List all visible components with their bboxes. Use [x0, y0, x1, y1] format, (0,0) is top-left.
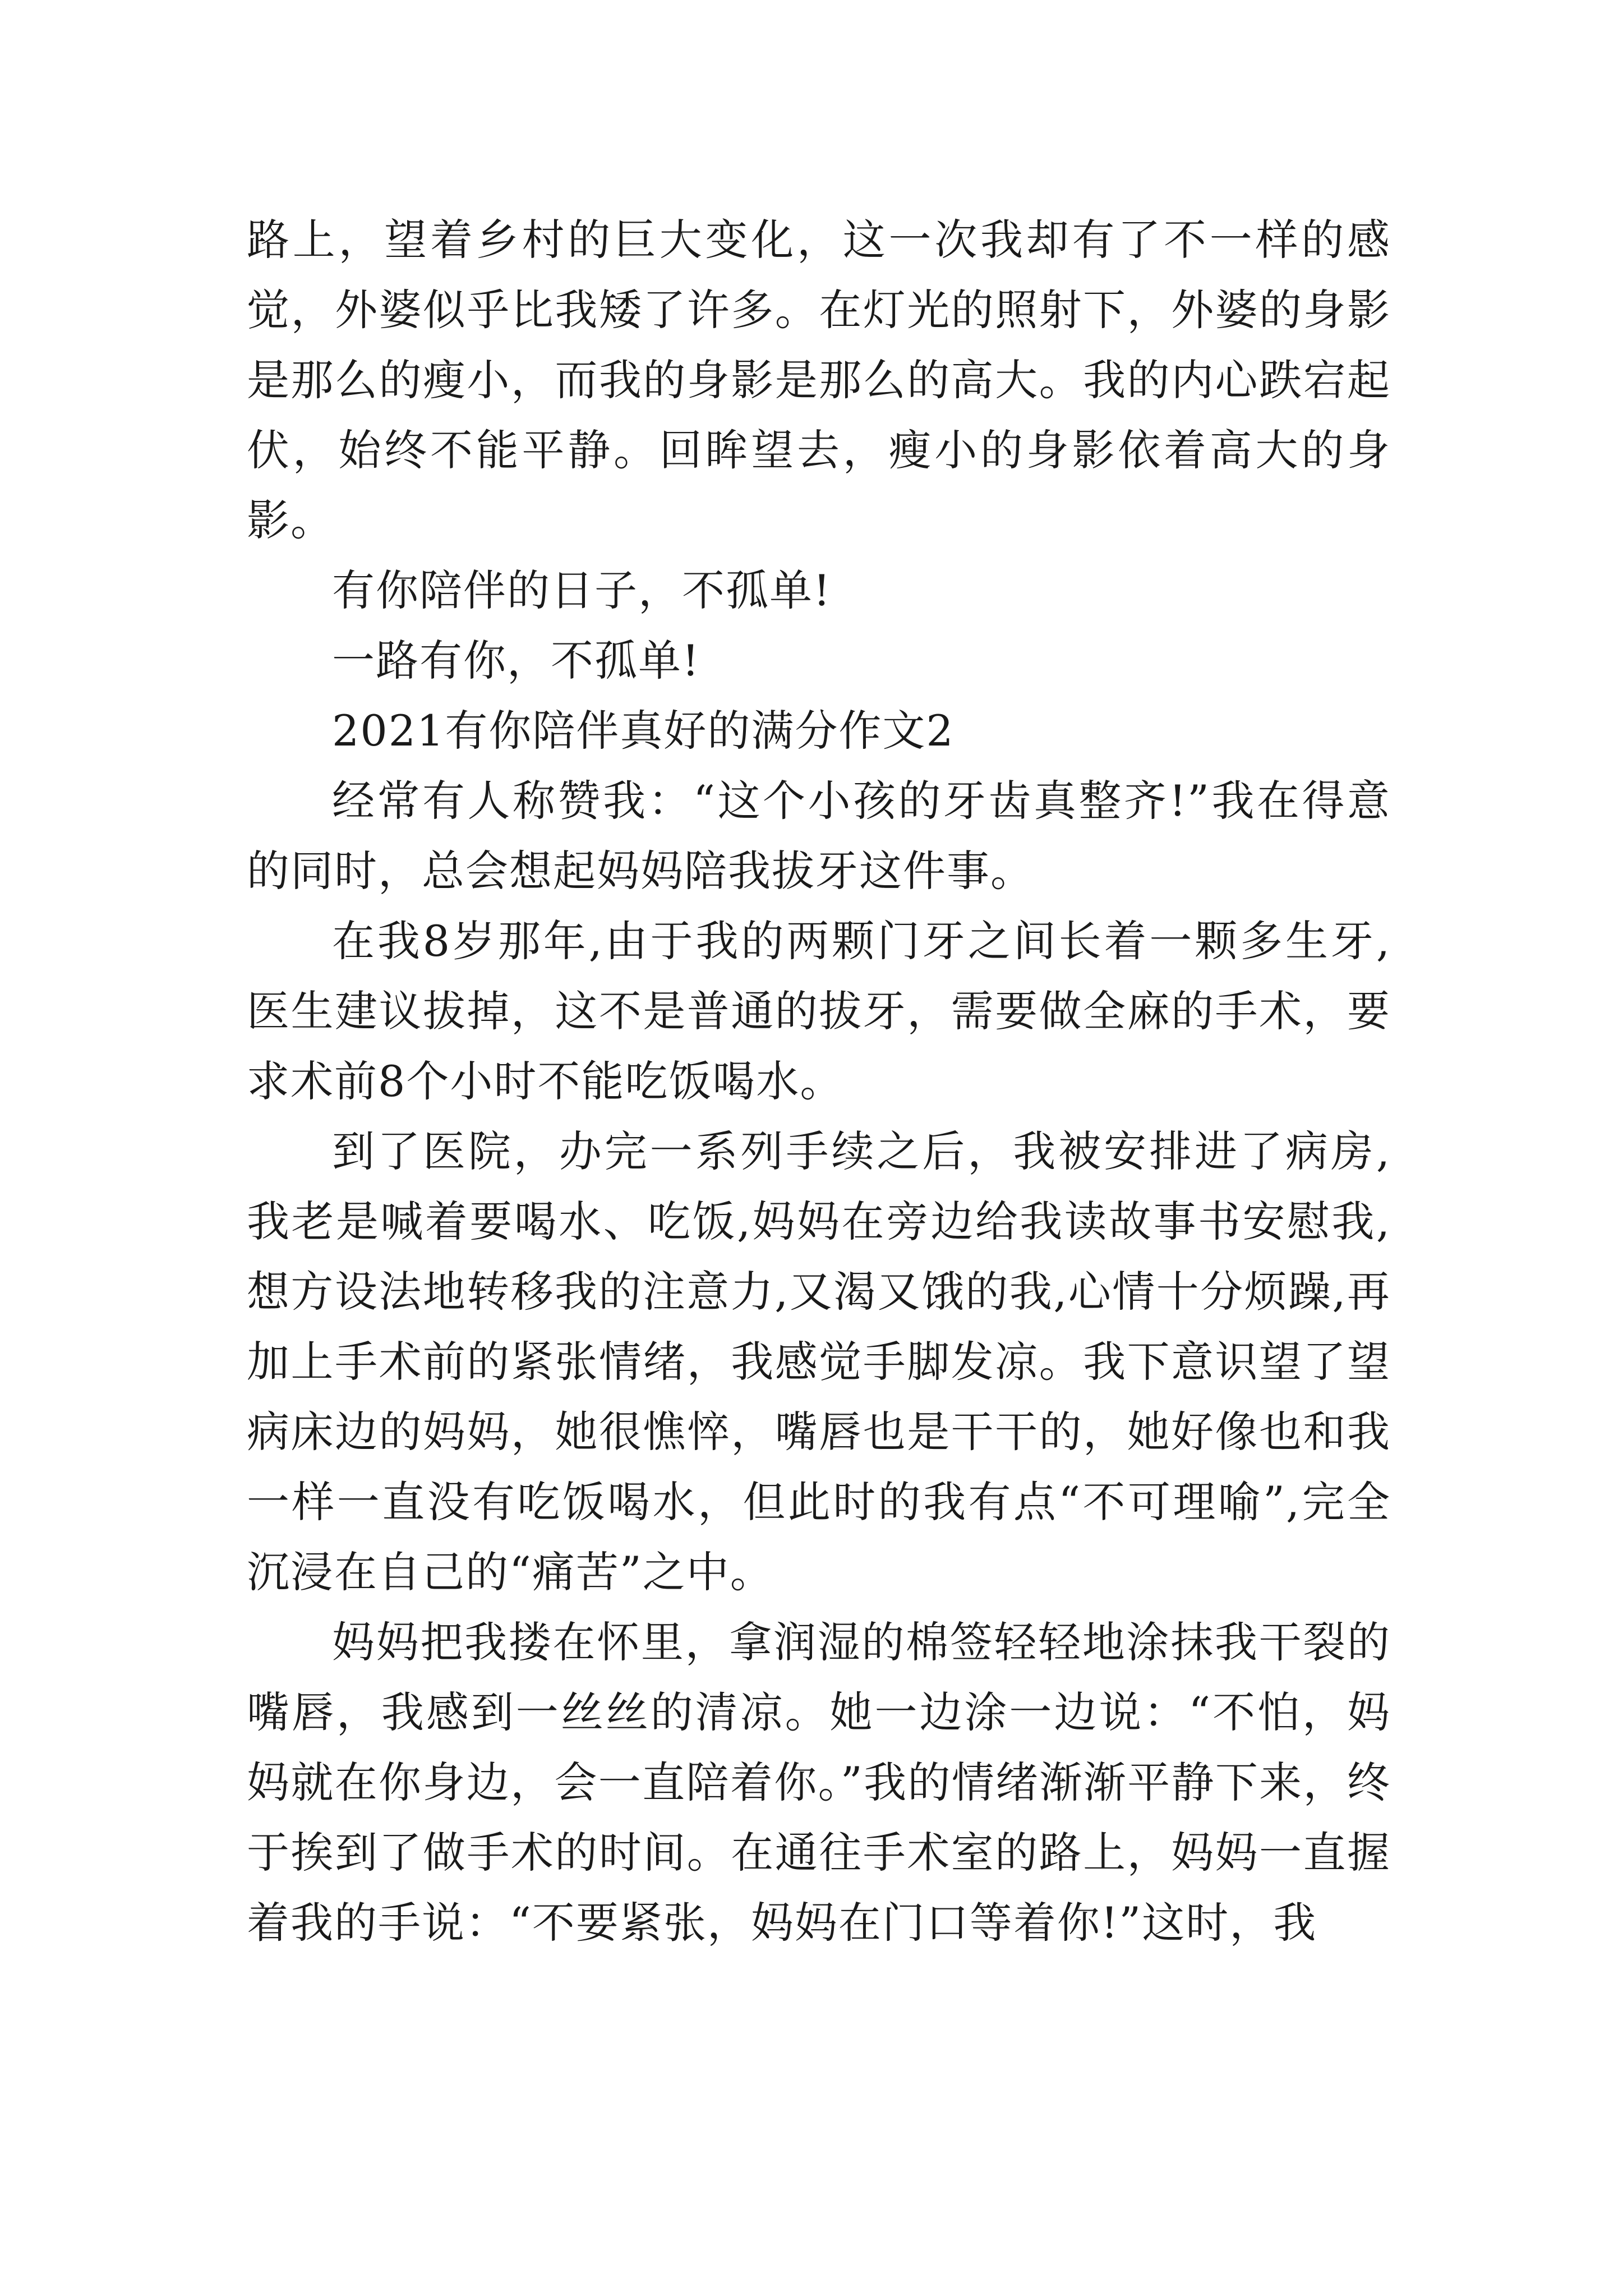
paragraph: 经常有人称赞我：“这个小孩的牙齿真整齐!”我在得意的同时，总会想起妈妈陪我拔牙这件事。	[247, 776, 1391, 896]
paragraph: 一路有你，不孤单!	[332, 636, 700, 685]
paragraph: 路上，望着乡村的巨大变化，这一次我却有了不一样的感觉，外婆似乎比我矮了许多。在灯光的照射下，外婆的身影是那么的瘦小，而我的身影是那么的高大。我的内心跌宕起伏，始终不能平静。回眸望去，瘦小的身影依着高大的身影。	[247, 215, 1391, 545]
document-body	[247, 205, 1391, 1958]
paragraph: 妈妈把我搂在怀里，拿润湿的棉签轻轻地涂抹我干裂的嘴唇，我感到一丝丝的清凉。她一边涂一边说：“不怕，妈妈就在你身边，会一直陪着你。”我的情绪渐渐平静下来，终于挨到了做手术的时间。在通往手术室的路上，妈妈一直握着我的手说：“不要紧张，妈妈在门口等着你!”这时，我	[247, 1617, 1391, 1948]
section-heading: 2021有你陪伴真好的满分作文2	[332, 706, 955, 756]
paragraph: 到了医院，办完一系列手续之后，我被安排进了病房,我老是喊着要喝水、吃饭,妈妈在旁边给我读故事书安慰我,想方设法地转移我的注意力,又渴又饿的我,心情十分烦躁,再加上手术前的紧张情绪，我感觉手脚发凉。我下意识望了望病床边的妈妈，她很憔悴，嘴唇也是干干的，她好像也和我一样一直没有吃饭喝水，但此时的我有点“不可理喻”,完全沉浸在自己的“痛苦”之中。	[247, 1126, 1391, 1597]
paragraph: 有你陪伴的日子，不孤单!	[332, 565, 832, 615]
paragraph: 在我8岁那年,由于我的两颗门牙之间长着一颗多生牙,医生建议拔掉，这不是普通的拔牙，需要做全麻的手术，要求术前8个小时不能吃饭喝水。	[247, 916, 1391, 1106]
